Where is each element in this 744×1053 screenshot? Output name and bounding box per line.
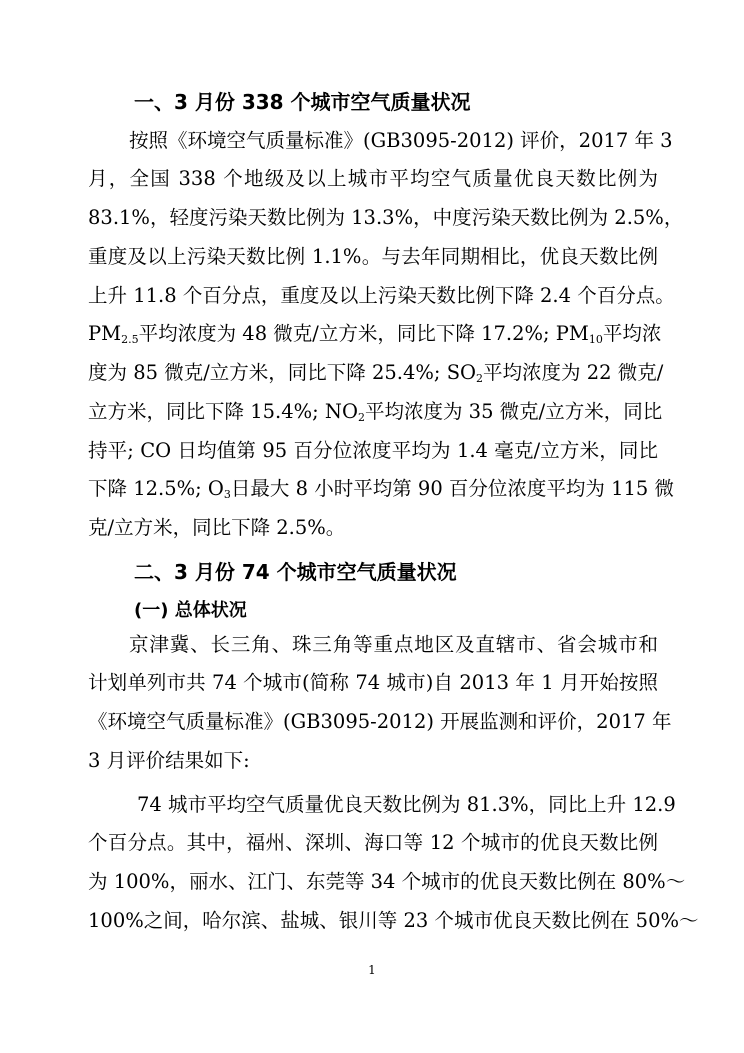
- no2-end-text: 平均浓度为 35 微克/立方米，同比: [364, 400, 663, 423]
- paragraph-line-o3: [88, 477, 675, 501]
- paragraph-line: 《环境空气质量标准》(GB3095-2012) 开展监测和评价，2017 年: [88, 710, 672, 733]
- paragraph-line-no2: [88, 400, 663, 424]
- paragraph-line: 74 城市平均空气质量优良天数比例为 81.3%，同比上升 12.9: [137, 793, 676, 816]
- o3-subscript: 3: [223, 488, 231, 501]
- o3-start-text: 下降 12.5%; O: [88, 477, 224, 500]
- so2-start-text: 度为 85 微克/立方米，同比下降 25.4%; SO: [88, 361, 477, 384]
- paragraph-line: 克/立方米，同比下降 2.5%。: [88, 516, 346, 539]
- so2-subscript: 2: [476, 372, 484, 385]
- pm10-subscript: 10: [588, 333, 603, 346]
- paragraph-line-so2: [88, 361, 664, 385]
- no2-subscript: 2: [357, 411, 365, 424]
- pm-label: PM: [88, 322, 122, 345]
- paragraph-line: 个百分点。其中，福州、深圳、海口等 12 个城市的优良天数比例: [88, 831, 658, 854]
- paragraph-line: 计划单列市共 74 个城市(简称 74 城市)自 2013 年 1 月开始按照: [88, 671, 658, 694]
- paragraph-line: 京津冀、长三角、珠三角等重点地区及直辖市、省会城市和: [129, 633, 658, 656]
- pm25-subscript: 2.5: [121, 333, 139, 346]
- paragraph-line: 上升 11.8 个百分点，重度及以上污染天数比例下降 2.4 个百分点。: [88, 284, 675, 307]
- paragraph-line: 按照《环境空气质量标准》(GB3095-2012) 评价，2017 年 3: [129, 129, 673, 152]
- paragraph-line: 为 100%，丽水、江门、东莞等 34 个城市的优良天数比例在 80%～: [88, 870, 686, 893]
- section-1-heading: 一、3 月份 338 个城市空气质量状况: [134, 90, 471, 114]
- pm-end-text: 平均浓: [602, 322, 662, 345]
- paragraph-line: 100%之间，哈尔滨、盐城、银川等 23 个城市优良天数比例在 50%～: [88, 909, 699, 932]
- section-2-heading: 二、3 月份 74 个城市空气质量状况: [134, 560, 457, 584]
- paragraph-line: 3 月评价结果如下:: [88, 749, 250, 772]
- subsection-heading: (一) 总体状况: [134, 600, 247, 621]
- o3-end-text: 日最大 8 小时平均第 90 百分位浓度平均为 115 微: [230, 477, 675, 500]
- paragraph-line: 重度及以上污染天数比例 1.1%。与去年同期相比，优良天数比例: [88, 245, 658, 268]
- no2-start-text: 立方米，同比下降 15.4%; NO: [88, 400, 358, 423]
- paragraph-line: 83.1%，轻度污染天数比例为 13.3%，中度污染天数比例为 2.5%，: [88, 206, 684, 229]
- pm-mid-text: 平均浓度为 48 微克/立方米，同比下降 17.2%; PM: [138, 322, 589, 345]
- paragraph-line-pm: [88, 322, 662, 346]
- page-number: 1: [368, 963, 376, 977]
- paragraph-line: 月，全国 338 个地级及以上城市平均空气质量优良天数比例为: [88, 167, 658, 190]
- paragraph-line-co: 持平; CO 日均值第 95 百分位浓度平均为 1.4 毫克/立方米，同比: [88, 439, 658, 462]
- so2-end-text: 平均浓度为 22 微克/: [483, 361, 664, 384]
